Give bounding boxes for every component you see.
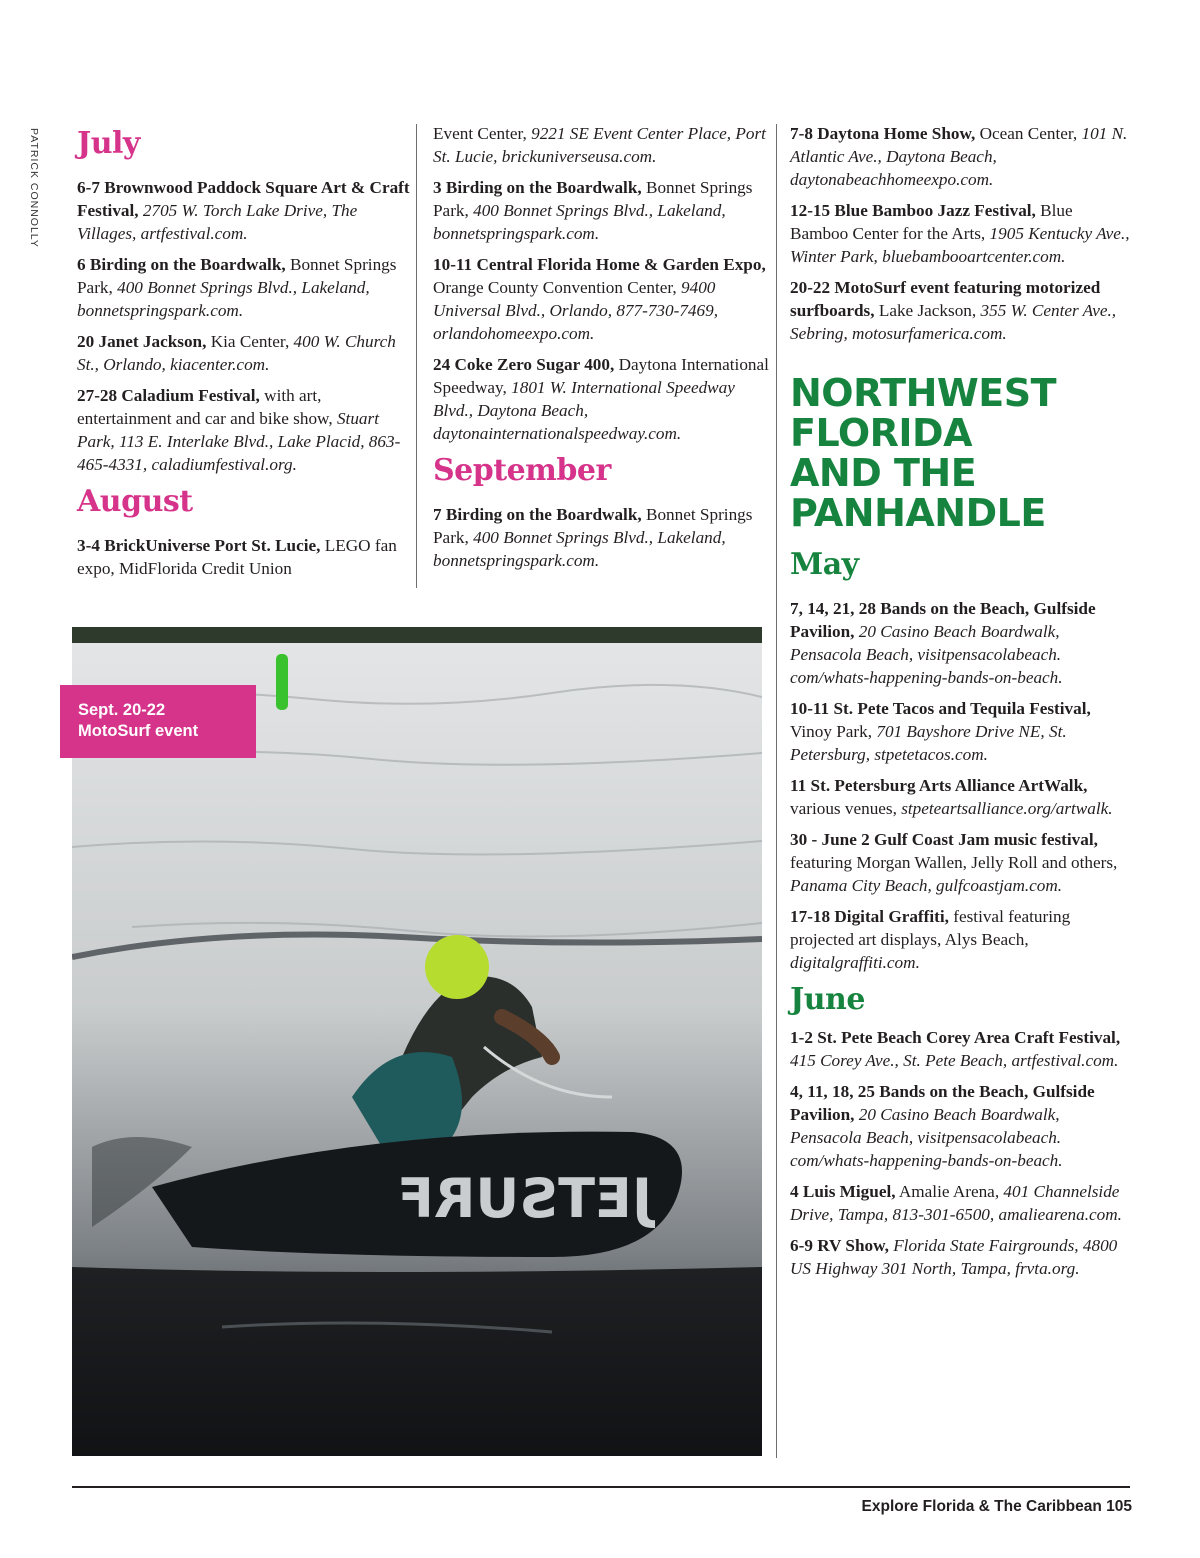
event-location: 9221 SE Event Center Place, Port St. Lucie, brickuniverseusa.com. <box>433 124 766 166</box>
event-location: 355 W. Center Ave., Sebring, motosurfamerica.com. <box>790 301 1117 343</box>
event-name: 17-18 Digital Graffiti, <box>790 907 949 926</box>
event-list-september <box>433 503 773 572</box>
month-heading-september: September <box>433 453 611 488</box>
region-heading <box>790 373 1135 533</box>
event-item <box>433 353 773 445</box>
event-name: 20-22 MotoSurf event featuring motorized surfboards, <box>790 278 1101 320</box>
event-location: Panama City Beach, gulfcoastjam.com. <box>790 876 1063 895</box>
region-heading-line: AND THE <box>790 451 977 495</box>
event-location: 1905 Kentucky Ave., Winter Park, bluebambooartcenter.com. <box>790 224 1130 266</box>
event-item <box>790 774 1135 820</box>
event-venue: Kia Center, <box>210 332 290 351</box>
event-name: 3-4 BrickUniverse Port St. Lucie, <box>77 536 321 555</box>
dark-water <box>72 1267 762 1456</box>
event-item <box>790 199 1135 268</box>
event-location: 20 Casino Beach Boardwalk, Pensacola Beach, visitpensacolabeach. com/whats-happening-bands-on-beach. <box>790 622 1063 687</box>
event-venue: Vinoy Park, <box>790 722 873 741</box>
event-location: 415 Corey Ave., St. Pete Beach, artfestival.com. <box>790 1051 1119 1070</box>
region-heading-line: FLORIDA <box>790 411 972 455</box>
event-name: 1-2 St. Pete Beach Corey Area Craft Festival, <box>790 1028 1121 1047</box>
event-location: stpeteartsalliance.org/artwalk. <box>901 799 1113 818</box>
event-venue: Lake Jackson, <box>878 301 977 320</box>
month-heading-july: July <box>77 126 140 161</box>
badge-event: MotoSurf event <box>78 722 199 740</box>
event-name: 30 - June 2 Gulf Coast Jam music festival, <box>790 830 1098 849</box>
event-location: 701 Bayshore Drive NE, St. Petersburg, stpetetacos.com. <box>790 722 1067 764</box>
event-item <box>790 828 1135 897</box>
event-name: 10-11 St. Pete Tacos and Tequila Festival, <box>790 699 1091 718</box>
event-item <box>790 597 1135 689</box>
event-venue: Orange County Convention Center, <box>433 278 677 297</box>
event-venue: various venues, <box>790 799 897 818</box>
event-name: 7-8 Daytona Home Show, <box>790 124 976 143</box>
board-text: JETSURF <box>396 1167 652 1230</box>
region-heading-line: PANHANDLE <box>790 491 1046 535</box>
month-heading-may: May <box>790 547 859 582</box>
column-3 <box>790 122 1135 1288</box>
event-location: Florida State Fairgrounds, 4800 US Highway 301 North, Tampa, frvta.org. <box>790 1236 1118 1278</box>
event-name: 10-11 Central Florida Home & Garden Expo, <box>433 255 766 274</box>
event-location: 401 Channelside Drive, Tampa, 813-301-6500, amaliearena.com. <box>790 1182 1122 1224</box>
event-item <box>790 1234 1135 1280</box>
event-location: 400 Bonnet Springs Blvd., Lakeland, bonnetspringspark.com. <box>433 201 726 243</box>
event-name: 7 Birding on the Boardwalk, <box>433 505 642 524</box>
event-item <box>77 534 412 580</box>
event-venue: Blue Bamboo Center for the Arts, <box>790 201 1073 243</box>
event-name: 11 St. Petersburg Arts Alliance ArtWalk, <box>790 776 1088 795</box>
photo-credit: PATRICK CONNOLLY <box>28 128 40 248</box>
event-location: 9400 Universal Blvd., Orlando, 877-730-7469, orlandohomeexpo.com. <box>433 278 718 343</box>
event-name: 24 Coke Zero Sugar 400, <box>433 355 615 374</box>
event-item <box>790 1180 1135 1226</box>
event-name: 4 Luis Miguel, <box>790 1182 896 1201</box>
event-list-july <box>77 176 412 476</box>
event-item <box>790 905 1135 974</box>
event-location: 1801 W. International Speedway Blvd., Daytona Beach, daytonainternationalspeedway.com. <box>433 378 735 443</box>
month-heading-june: June <box>790 982 865 1017</box>
event-name: 4, 11, 18, 25 Bands on the Beach, Gulfside Pavilion, <box>790 1082 1095 1124</box>
page-number: 105 <box>1106 1498 1132 1515</box>
event-location: 400 Bonnet Springs Blvd., Lakeland, bonnetspringspark.com. <box>433 528 726 570</box>
event-venue: festival featuring projected art displays, Alys Beach, <box>790 907 1071 949</box>
month-heading-august: August <box>77 484 193 519</box>
event-name: 7, 14, 21, 28 Bands on the Beach, Gulfside Pavilion, <box>790 599 1096 641</box>
event-venue: Amalie Arena, <box>898 1182 1000 1201</box>
buoy <box>276 654 288 710</box>
event-name: 12-15 Blue Bamboo Jazz Festival, <box>790 201 1036 220</box>
event-venue: LEGO fan expo, MidFlorida Credit Union <box>77 536 397 578</box>
event-list-may <box>790 597 1135 974</box>
photo-caption-badge <box>60 685 256 758</box>
far-shore <box>72 627 762 643</box>
event-item <box>790 697 1135 766</box>
event-location: 20 Casino Beach Boardwalk, Pensacola Beach, visitpensacolabeach. com/whats-happening-bands-on-beach. <box>790 1105 1063 1170</box>
event-item <box>433 253 773 345</box>
event-location: 101 N. Atlantic Ave., Daytona Beach, daytonabeachhomeexpo.com. <box>790 124 1128 189</box>
event-item <box>433 176 773 245</box>
event-list-september-cont <box>790 122 1135 345</box>
event-venue: Ocean Center, <box>979 124 1078 143</box>
event-item <box>790 1026 1135 1072</box>
footer-rule <box>72 1486 1130 1488</box>
event-item <box>77 176 412 245</box>
event-item <box>77 384 412 476</box>
event-name: 6-7 Brownwood Paddock Square Art & Craft Festival, <box>77 178 410 220</box>
column-divider <box>776 124 777 1458</box>
event-item <box>790 1080 1135 1172</box>
event-item <box>790 276 1135 345</box>
event-item <box>433 503 773 572</box>
event-location: 400 Bonnet Springs Blvd., Lakeland, bonnetspringspark.com. <box>77 278 370 320</box>
event-venue: Bonnet Springs Park, <box>433 505 753 547</box>
event-location: 400 W. Church St., Orlando, kiacenter.com. <box>77 332 396 374</box>
event-name: 6 Birding on the Boardwalk, <box>77 255 286 274</box>
event-name: 27-28 Caladium Festival, <box>77 386 260 405</box>
event-item <box>790 122 1135 191</box>
column-1 <box>77 122 412 588</box>
event-venue: Event Center, <box>433 124 527 143</box>
event-name: 20 Janet Jackson, <box>77 332 207 351</box>
event-venue: Daytona International Speedway, <box>433 355 769 397</box>
event-location: digitalgraffiti.com. <box>790 953 920 972</box>
region-heading-line: NORTHWEST <box>790 371 1057 415</box>
event-venue: with art, entertainment and car and bike show, <box>77 386 333 428</box>
event-name: 3 Birding on the Boardwalk, <box>433 178 642 197</box>
event-item <box>77 253 412 322</box>
event-list-august-cont <box>433 176 773 445</box>
event-item <box>77 330 412 376</box>
column-divider <box>416 124 417 588</box>
event-location: 2705 W. Torch Lake Drive, The Villages, artfestival.com. <box>77 201 358 243</box>
event-venue: Bonnet Springs Park, <box>433 178 753 220</box>
badge-date: Sept. 20-22 <box>78 701 166 719</box>
event-location: Stuart Park, 113 E. Interlake Blvd., Lake Placid, 863-465-4331, caladiumfestival.org. <box>77 409 401 474</box>
column-2 <box>433 122 773 580</box>
page-footer <box>862 1498 1132 1516</box>
event-name: 6-9 RV Show, <box>790 1236 889 1255</box>
event-venue: Bonnet Springs Park, <box>77 255 397 297</box>
event-list-august <box>77 534 412 580</box>
event-continuation <box>433 122 773 168</box>
magazine-title: Explore Florida & The Caribbean <box>861 1498 1102 1515</box>
rider-helmet <box>425 935 489 999</box>
event-list-june <box>790 1026 1135 1280</box>
event-venue: featuring Morgan Wallen, Jelly Roll and others, <box>790 853 1118 872</box>
